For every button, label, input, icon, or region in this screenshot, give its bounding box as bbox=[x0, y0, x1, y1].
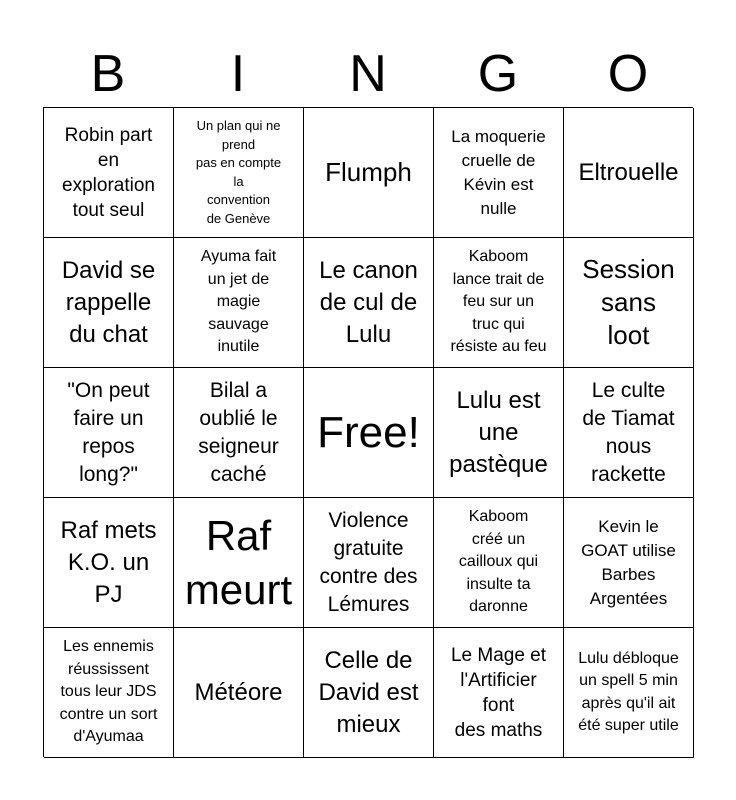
bingo-cell[interactable] bbox=[174, 368, 304, 498]
bingo-cell[interactable] bbox=[564, 498, 694, 628]
bingo-cell[interactable] bbox=[174, 498, 304, 628]
bingo-cell[interactable] bbox=[564, 238, 694, 368]
bingo-cell[interactable] bbox=[174, 628, 304, 758]
cell-text: Violence gratuite contre des Lémures bbox=[319, 508, 418, 616]
cell-text: Robin part en exploration tout seul bbox=[62, 124, 155, 221]
bingo-cell[interactable] bbox=[434, 238, 564, 368]
cell-text: Un plan qui ne prend pas en compte la convention de Genève bbox=[195, 118, 282, 226]
bingo-cell[interactable] bbox=[44, 498, 174, 628]
cell-text: Lulu est une pastèque bbox=[449, 386, 548, 478]
bingo-cell[interactable] bbox=[304, 628, 434, 758]
free-space-text: Free! bbox=[317, 407, 420, 457]
bingo-cell[interactable] bbox=[434, 108, 564, 238]
bingo-cell[interactable] bbox=[564, 108, 694, 238]
cell-text: La moquerie cruelle de Kévin est nulle bbox=[451, 126, 546, 218]
cell-text: Raf meurt bbox=[184, 511, 293, 613]
header-letter-b: B bbox=[90, 45, 126, 103]
bingo-cell[interactable] bbox=[564, 368, 694, 498]
cell-text: Kaboom lance trait de feu sur un truc qui résiste au feu bbox=[450, 248, 547, 356]
cell-text: Flumph bbox=[325, 157, 412, 187]
cell-text: Eltrouelle bbox=[578, 158, 679, 186]
cell-text: Kevin le GOAT utilise Barbes Argentées bbox=[581, 516, 676, 608]
cell-text: Kaboom créé un cailloux qui insulte ta daronne bbox=[458, 508, 539, 616]
bingo-cell[interactable] bbox=[434, 498, 564, 628]
bingo-cell[interactable] bbox=[44, 628, 174, 758]
bingo-cell[interactable] bbox=[564, 628, 694, 758]
header-letter-n: N bbox=[349, 45, 387, 103]
cell-text: "On peut faire un repos long?" bbox=[67, 378, 150, 486]
cell-text: Les ennemis réussissent tous leur JDS contre un sort d'Ayumaa bbox=[59, 638, 158, 746]
bingo-cell[interactable] bbox=[174, 238, 304, 368]
cell-text: Le canon de cul de Lulu bbox=[319, 256, 418, 348]
free-space-cell[interactable] bbox=[304, 368, 434, 498]
header-letter-i: I bbox=[230, 45, 246, 103]
bingo-cell[interactable] bbox=[44, 108, 174, 238]
bingo-cell[interactable] bbox=[44, 238, 174, 368]
cell-text: Bilal a oublié le seigneur caché bbox=[198, 378, 279, 486]
bingo-cell[interactable] bbox=[174, 108, 304, 238]
cell-text: Raf mets K.O. un PJ bbox=[60, 516, 157, 608]
cell-text: Le Mage et l'Artificier font des maths bbox=[450, 644, 547, 741]
cell-text: Ayuma fait un jet de magie sauvage inutile bbox=[200, 248, 277, 356]
bingo-cell[interactable] bbox=[44, 368, 174, 498]
bingo-cell[interactable] bbox=[304, 108, 434, 238]
bingo-cell[interactable] bbox=[304, 498, 434, 628]
cell-text: Lulu débloque un spell 5 min après qu'il ait été super utile bbox=[578, 649, 679, 734]
bingo-cell[interactable] bbox=[434, 628, 564, 758]
cell-text: Le culte de Tiamat nous rackette bbox=[582, 378, 675, 486]
bingo-header bbox=[43, 40, 693, 108]
bingo-cell[interactable] bbox=[434, 368, 564, 498]
cell-text: Météore bbox=[194, 678, 283, 706]
cell-text: Session sans loot bbox=[582, 254, 675, 350]
header-letter-o: O bbox=[607, 45, 649, 103]
bingo-cell[interactable] bbox=[304, 238, 434, 368]
header-letter-g: G bbox=[477, 45, 519, 103]
cell-text: David se rappelle du chat bbox=[61, 256, 156, 348]
cell-text: Celle de David est mieux bbox=[318, 646, 419, 738]
bingo-grid bbox=[43, 107, 693, 757]
